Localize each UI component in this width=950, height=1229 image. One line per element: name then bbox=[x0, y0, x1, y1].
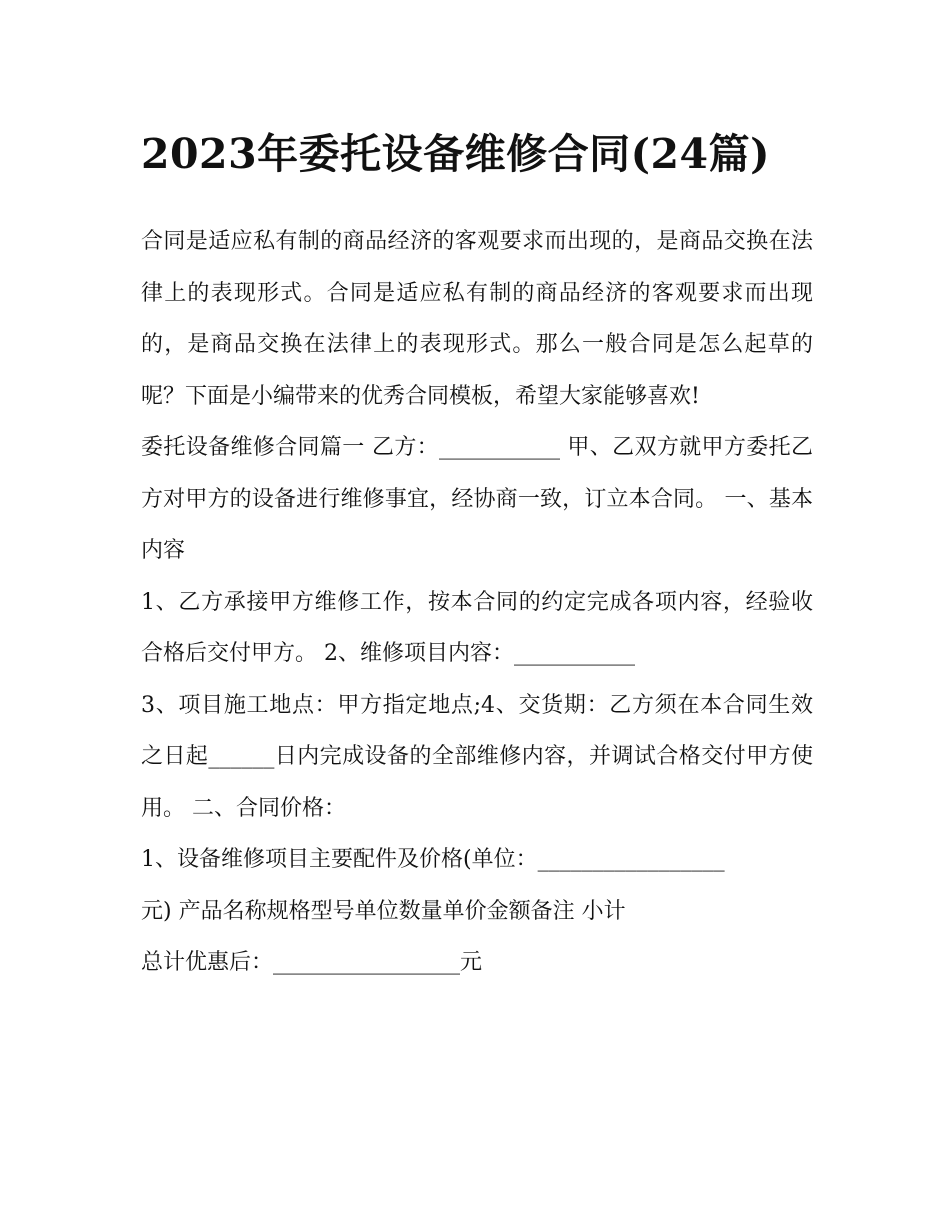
document-page bbox=[141, 118, 813, 989]
paragraph-total: 总计优惠后：_________________元 bbox=[141, 950, 483, 975]
paragraph-intro: 合同是适应私有制的商品经济的客观要求而出现的，是商品交换在法律上的表现形式。合同是适应私有制的商品经济的客观要求而出现的，是商品交换在法律上的表现形式。那么一般合同是怎么起草的呢？下面是小编带来的优秀合同模板，希望大家能够喜欢! bbox=[141, 229, 813, 409]
paragraph-item-3-4: 3、项目施工地点：甲方指定地点;4、交货期：乙方须在本合同生效之日起______日内完成设备的全部维修内容，并调试合格交付甲方使用。 二、合同价格： bbox=[141, 692, 813, 821]
document-title: 2023年委托设备维修合同(24篇) bbox=[141, 130, 770, 178]
paragraph-contract-opening: 委托设备维修合同篇一 乙方：___________ 甲、乙双方就甲方委托乙方对甲方的设备进行维修事宜，经协商一致，订立本合同。 一、基本内容 bbox=[141, 435, 813, 563]
paragraph-item-1-2: 1、乙方承接甲方维修工作，按本合同的约定完成各项内容，经验收合格后交付甲方。 2、维修项目内容：___________ bbox=[141, 589, 813, 666]
paragraph-price-unit: 1、设备维修项目主要配件及价格(单位：_________________ bbox=[141, 847, 725, 872]
paragraph-table-header: 元) 产品名称规格型号单位数量单价金额备注 小计 bbox=[141, 898, 626, 924]
